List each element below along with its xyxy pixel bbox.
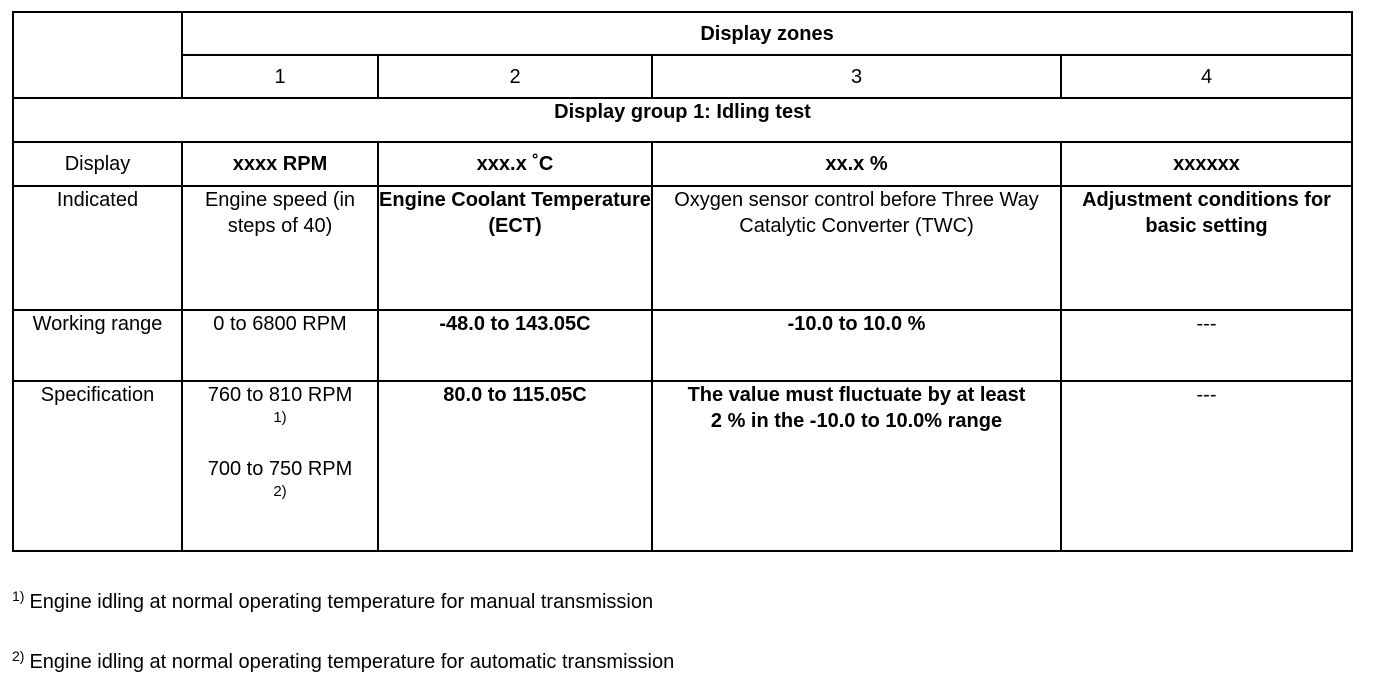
spec-automatic-rpm: 700 to 750 RPM — [207, 458, 353, 480]
indicated-zone-3: Oxygen sensor control before Three Way Catalytic Converter (TWC) — [652, 186, 1061, 310]
footnote-1-marker: 1) — [12, 588, 25, 604]
working-range-zone-2: -48.0 to 143.05C — [378, 310, 652, 381]
working-range-zone-4: --- — [1061, 310, 1352, 381]
display-zones-table — [12, 11, 1353, 552]
specification-zone-2: 80.0 to 115.05C — [378, 381, 652, 551]
group-title: Display group 1: Idling test — [13, 98, 1352, 142]
row-label-indicated: Indicated — [13, 186, 182, 310]
specification-zone-4: --- — [1061, 381, 1352, 551]
display-zone-1: xxxx RPM — [182, 142, 378, 186]
working-range-zone-3: -10.0 to 10.0 % — [652, 310, 1061, 381]
spec-note-1-marker: 1) — [273, 409, 287, 426]
indicated-zone-2: Engine Coolant Temperature (ECT) — [378, 186, 652, 310]
corner-cell — [13, 12, 182, 98]
working-range-zone-1: 0 to 6800 RPM — [182, 310, 378, 381]
working-range-row — [13, 310, 1352, 381]
spec-note-2-marker: 2) — [273, 483, 287, 500]
indicated-zone-4: Adjustment conditions for basic setting — [1061, 186, 1352, 310]
footnote-1-text: Engine idling at normal operating temperature for manual transmission — [29, 591, 654, 613]
zone-3-header: 3 — [652, 55, 1061, 98]
specification-row — [13, 381, 1352, 551]
zone-1-header: 1 — [182, 55, 378, 98]
display-zone-2: xxx.x ˚C — [378, 142, 652, 186]
row-label-working-range: Working range — [13, 310, 182, 381]
indicated-row — [13, 186, 1352, 310]
indicated-zone-1: Engine speed (in steps of 40) — [182, 186, 378, 310]
zone-number-row — [13, 55, 1352, 98]
specification-zone-1 — [182, 381, 378, 551]
display-zone-4: xxxxxx — [1061, 142, 1352, 186]
display-zones-header: Display zones — [182, 12, 1352, 55]
footnote-1 — [12, 584, 653, 614]
zone-4-header: 4 — [1061, 55, 1352, 98]
header-row — [13, 12, 1352, 55]
footnote-2-text: Engine idling at normal operating temperature for automatic transmission — [29, 651, 675, 673]
display-zone-3: xx.x % — [652, 142, 1061, 186]
group-row — [13, 98, 1352, 142]
zone-2-header: 2 — [378, 55, 652, 98]
row-label-specification: Specification — [13, 381, 182, 551]
row-label-display: Display — [13, 142, 182, 186]
specification-zone-3: The value must fluctuate by at least 2 % in the -10.0 to 10.0% range — [652, 381, 1061, 551]
spec-manual-rpm: 760 to 810 RPM — [207, 384, 353, 406]
footnote-2-marker: 2) — [12, 648, 25, 664]
footnote-2 — [12, 644, 674, 674]
display-row — [13, 142, 1352, 186]
